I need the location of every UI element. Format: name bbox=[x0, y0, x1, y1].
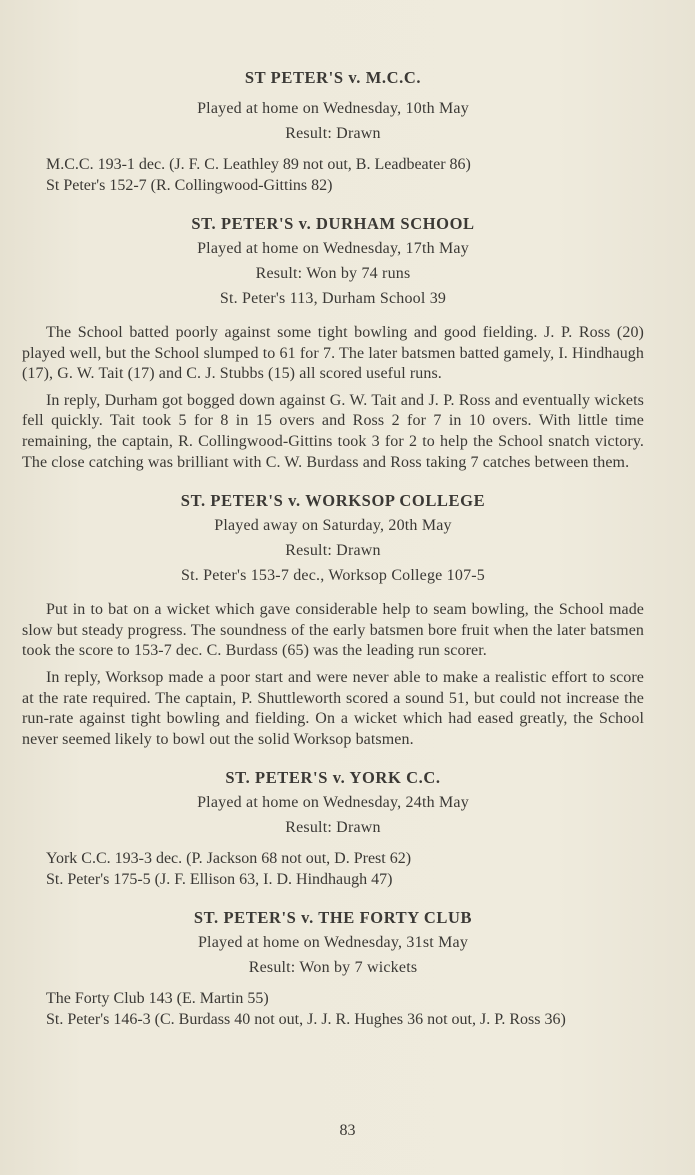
match-result: Result: Won by 74 runs bbox=[255, 265, 411, 282]
match-venue-date: Played at home on Wednesday, 24th May bbox=[197, 794, 469, 812]
match-title: ST. PETER'S v. YORK C.C. bbox=[225, 768, 441, 788]
match-report-york-cc bbox=[22, 766, 644, 890]
match-report-durham bbox=[22, 212, 644, 473]
match-result: Result: Drawn bbox=[285, 542, 381, 560]
match-scoreline: St. Peter's 153-7 dec., Worksop College 107-5 bbox=[180, 567, 486, 585]
score-line: York C.C. 193-3 dec. (P. Jackson 68 not out, D. Prest 62) bbox=[46, 850, 412, 868]
match-venue-date: Played at home on Wednesday, 10th May bbox=[197, 100, 469, 117]
report-paragraph: The School batted poorly against some tight bowling and good fielding. J. P. Ross (20) played well, but the School slumped to 61 for 7. The later batsmen batted gamely, I. Hindhaugh (17), G. W. Tait (17) and C. J. Stubbs (15) all scored useful runs. bbox=[22, 324, 644, 383]
report-paragraph: In reply, Durham got bogged down against G. W. Tait and J. P. Ross and eventually wickets fell quickly. Tait took 5 for 8 in 15 overs and Ross 2 for 7 in 10 overs. With little time remaining, the captain, R. Collingwood-Gittins took 3 for 2 to help the School snatch victory. The close catching was brilliant with C. W. Burdass and Ross taking 7 catches between them. bbox=[22, 391, 644, 471]
page-content bbox=[22, 66, 644, 1030]
match-title: ST PETER'S v. M.C.C. bbox=[244, 68, 422, 87]
match-title: ST. PETER'S v. THE FORTY CLUB bbox=[193, 908, 473, 928]
match-report-mcc bbox=[22, 66, 644, 196]
match-title: ST. PETER'S v. DURHAM SCHOOL bbox=[191, 214, 475, 233]
match-venue-date: Played away on Saturday, 20th May bbox=[214, 517, 452, 535]
match-report-worksop bbox=[22, 489, 644, 750]
report-paragraph: In reply, Worksop made a poor start and were never able to make a realistic effort to score at the rate required. The captain, P. Shuttleworth scored a sound 51, but could not increase the run-rate against tight bowling and fielding. On a wicket which had eased greatly, the School never seemed likely to bowl out the solid Worksop batsmen. bbox=[22, 668, 644, 748]
match-scoreline: St. Peter's 113, Durham School 39 bbox=[219, 290, 447, 307]
score-line: St. Peter's 175-5 (J. F. Ellison 63, I. D. Hindhaugh 47) bbox=[46, 871, 393, 889]
match-result: Result: Drawn bbox=[285, 819, 381, 837]
match-result: Result: Drawn bbox=[285, 125, 381, 142]
match-scores bbox=[22, 154, 644, 196]
report-paragraph: Put in to bat on a wicket which gave considerable help to seam bowling, the School made slow but steady progress. The soundness of the early batsmen bore fruit when the later batsmen took the score to 153-7 dec. C. Burdass (65) was the leading run scorer. bbox=[22, 601, 644, 660]
score-line: The Forty Club 143 (E. Martin 55) bbox=[46, 990, 269, 1008]
match-scores bbox=[22, 848, 644, 890]
score-line: St. Peter's 146-3 (C. Burdass 40 not out, J. J. R. Hughes 36 not out, J. P. Ross 36) bbox=[46, 1011, 566, 1029]
match-venue-date: Played at home on Wednesday, 17th May bbox=[197, 240, 469, 257]
page-number: 83 bbox=[339, 1122, 356, 1139]
match-report-forty-club bbox=[22, 906, 644, 1030]
score-line: St Peter's 152-7 (R. Collingwood-Gittins 82) bbox=[46, 177, 333, 194]
match-result: Result: Won by 7 wickets bbox=[248, 959, 418, 977]
match-scores bbox=[22, 988, 644, 1030]
score-line: M.C.C. 193-1 dec. (J. F. C. Leathley 89 not out, B. Leadbeater 86) bbox=[46, 156, 471, 173]
match-title: ST. PETER'S v. WORKSOP COLLEGE bbox=[180, 491, 486, 511]
match-venue-date: Played at home on Wednesday, 31st May bbox=[197, 934, 469, 952]
